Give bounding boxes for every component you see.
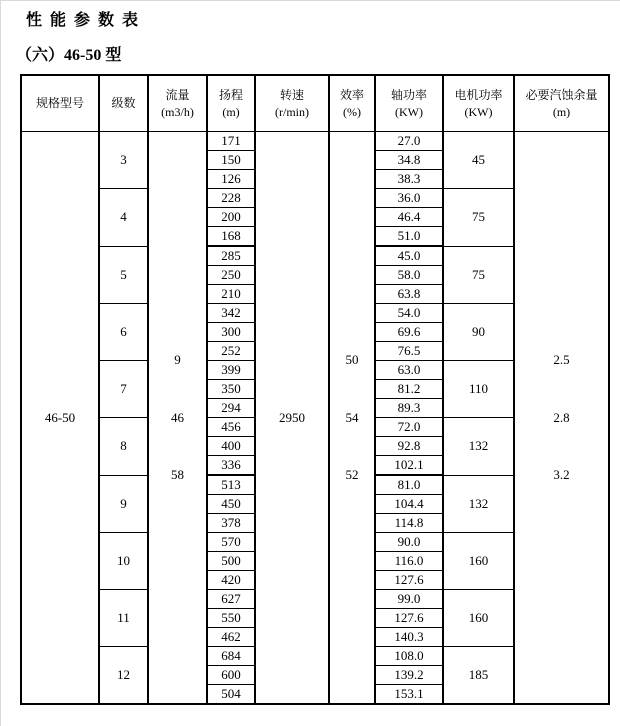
col-header-efficiency-label: 效率 xyxy=(339,87,364,102)
head-cell: 300 xyxy=(207,323,255,342)
col-header-efficiency xyxy=(329,75,375,132)
head-cell: 336 xyxy=(207,456,255,476)
head-cell: 400 xyxy=(207,437,255,456)
col-header-motor-power xyxy=(443,75,514,132)
motor-power-cell: 75 xyxy=(443,246,514,304)
shaft-power-cell: 102.1 xyxy=(375,456,443,476)
stage-cell: 12 xyxy=(99,647,148,705)
shaft-power-cell: 81.2 xyxy=(375,380,443,399)
shaft-power-cell: 72.0 xyxy=(375,418,443,437)
head-cell: 684 xyxy=(207,647,255,666)
shaft-power-cell: 63.0 xyxy=(375,361,443,380)
head-cell: 342 xyxy=(207,304,255,323)
shaft-power-cell: 90.0 xyxy=(375,533,443,552)
flow-cell-value: 46 xyxy=(171,409,184,425)
npsh-cell-value: 2.5 xyxy=(553,352,570,368)
shaft-power-cell: 58.0 xyxy=(375,266,443,285)
head-cell: 513 xyxy=(207,475,255,495)
shaft-power-cell: 108.0 xyxy=(375,647,443,666)
head-cell: 462 xyxy=(207,628,255,647)
head-cell: 420 xyxy=(207,571,255,590)
head-cell: 126 xyxy=(207,170,255,189)
col-header-head-label: 扬程 xyxy=(218,87,243,102)
motor-power-cell: 160 xyxy=(443,590,514,647)
head-cell: 285 xyxy=(207,246,255,266)
shaft-power-cell: 27.0 xyxy=(375,132,443,151)
flow-cell-value: 58 xyxy=(171,466,184,482)
col-header-npsh xyxy=(514,75,609,132)
col-header-speed xyxy=(255,75,329,132)
shaft-power-cell: 99.0 xyxy=(375,590,443,609)
stage-cell: 4 xyxy=(99,189,148,247)
table-body xyxy=(21,132,609,705)
col-header-speed-unit: (r/min) xyxy=(275,104,309,119)
head-cell: 550 xyxy=(207,609,255,628)
stage-cell: 10 xyxy=(99,533,148,590)
motor-power-cell: 132 xyxy=(443,475,514,533)
shaft-power-cell: 104.4 xyxy=(375,495,443,514)
head-cell: 450 xyxy=(207,495,255,514)
motor-power-cell: 132 xyxy=(443,418,514,476)
shaft-power-cell: 89.3 xyxy=(375,399,443,418)
shaft-power-cell: 81.0 xyxy=(375,475,443,495)
head-cell: 210 xyxy=(207,285,255,304)
shaft-power-cell: 116.0 xyxy=(375,552,443,571)
shaft-power-cell: 127.6 xyxy=(375,609,443,628)
col-header-efficiency-unit: (%) xyxy=(343,104,361,119)
npsh-cell-value: 3.2 xyxy=(553,466,570,482)
col-header-npsh-label: 必要汽蚀余量 xyxy=(525,87,598,102)
npsh-cell xyxy=(514,132,609,705)
model-cell: 46-50 xyxy=(21,132,99,705)
col-header-head xyxy=(207,75,255,132)
stage-cell: 8 xyxy=(99,418,148,476)
head-cell: 150 xyxy=(207,151,255,170)
shaft-power-cell: 63.8 xyxy=(375,285,443,304)
col-header-flow xyxy=(148,75,207,132)
col-header-speed-label: 转速 xyxy=(279,87,304,102)
page-title: 性 能 参 数 表 xyxy=(26,12,141,29)
head-cell: 627 xyxy=(207,590,255,609)
head-cell: 228 xyxy=(207,189,255,208)
col-header-model-label: 规格型号 xyxy=(35,96,84,110)
motor-power-cell: 45 xyxy=(443,132,514,189)
head-cell: 294 xyxy=(207,399,255,418)
shaft-power-cell: 153.1 xyxy=(375,685,443,705)
shaft-power-cell: 92.8 xyxy=(375,437,443,456)
head-cell: 171 xyxy=(207,132,255,151)
head-cell: 168 xyxy=(207,227,255,247)
shaft-power-cell: 45.0 xyxy=(375,246,443,266)
shaft-power-cell: 54.0 xyxy=(375,304,443,323)
shaft-power-cell: 114.8 xyxy=(375,514,443,533)
shaft-power-cell: 139.2 xyxy=(375,666,443,685)
stage-cell: 11 xyxy=(99,590,148,647)
efficiency-cell-value: 50 xyxy=(345,352,359,368)
motor-power-cell: 75 xyxy=(443,189,514,247)
stage-cell: 6 xyxy=(99,304,148,361)
col-header-head-unit: (m) xyxy=(222,104,240,119)
head-cell: 570 xyxy=(207,533,255,552)
table-row xyxy=(21,132,609,151)
head-cell: 500 xyxy=(207,552,255,571)
head-cell: 378 xyxy=(207,514,255,533)
col-header-shaft-power-label: 轴功率 xyxy=(390,87,427,102)
head-cell: 252 xyxy=(207,342,255,361)
flow-cell-value: 9 xyxy=(174,352,181,368)
col-header-shaft-power xyxy=(375,75,443,132)
head-cell: 456 xyxy=(207,418,255,437)
col-header-flow-label: 流量 xyxy=(165,87,190,102)
efficiency-cell-value: 52 xyxy=(345,466,359,482)
npsh-cell-value: 2.8 xyxy=(553,409,570,425)
shaft-power-cell: 69.6 xyxy=(375,323,443,342)
col-header-npsh-unit: (m) xyxy=(552,104,571,119)
col-header-motor-power-unit: (KW) xyxy=(464,104,493,119)
col-header-model xyxy=(21,75,99,132)
motor-power-cell: 160 xyxy=(443,533,514,590)
shaft-power-cell: 36.0 xyxy=(375,189,443,208)
col-header-flow-unit: (m3/h) xyxy=(161,104,194,119)
head-cell: 600 xyxy=(207,666,255,685)
header-row xyxy=(21,75,609,132)
motor-power-cell: 110 xyxy=(443,361,514,418)
stage-cell: 3 xyxy=(99,132,148,189)
performance-table xyxy=(20,74,610,705)
shaft-power-cell: 76.5 xyxy=(375,342,443,361)
speed-cell: 2950 xyxy=(255,132,329,705)
head-cell: 250 xyxy=(207,266,255,285)
shaft-power-cell: 140.3 xyxy=(375,628,443,647)
shaft-power-cell: 46.4 xyxy=(375,208,443,227)
stage-cell: 7 xyxy=(99,361,148,418)
stage-cell: 9 xyxy=(99,475,148,533)
shaft-power-cell: 38.3 xyxy=(375,170,443,189)
shaft-power-cell: 51.0 xyxy=(375,227,443,247)
flow-cell xyxy=(148,132,207,705)
efficiency-cell xyxy=(329,132,375,705)
shaft-power-cell: 34.8 xyxy=(375,151,443,170)
col-header-motor-power-label: 电机功率 xyxy=(454,87,503,102)
efficiency-cell-value: 54 xyxy=(345,409,359,425)
stage-cell: 5 xyxy=(99,246,148,304)
head-cell: 504 xyxy=(207,685,255,705)
head-cell: 350 xyxy=(207,380,255,399)
col-header-shaft-power-unit: (KW) xyxy=(395,104,423,119)
section-subtitle: （六）46-50 型 xyxy=(16,47,122,64)
motor-power-cell: 185 xyxy=(443,647,514,705)
head-cell: 399 xyxy=(207,361,255,380)
motor-power-cell: 90 xyxy=(443,304,514,361)
col-header-stages xyxy=(99,75,148,132)
shaft-power-cell: 127.6 xyxy=(375,571,443,590)
col-header-stages-label: 级数 xyxy=(111,96,136,110)
head-cell: 200 xyxy=(207,208,255,227)
